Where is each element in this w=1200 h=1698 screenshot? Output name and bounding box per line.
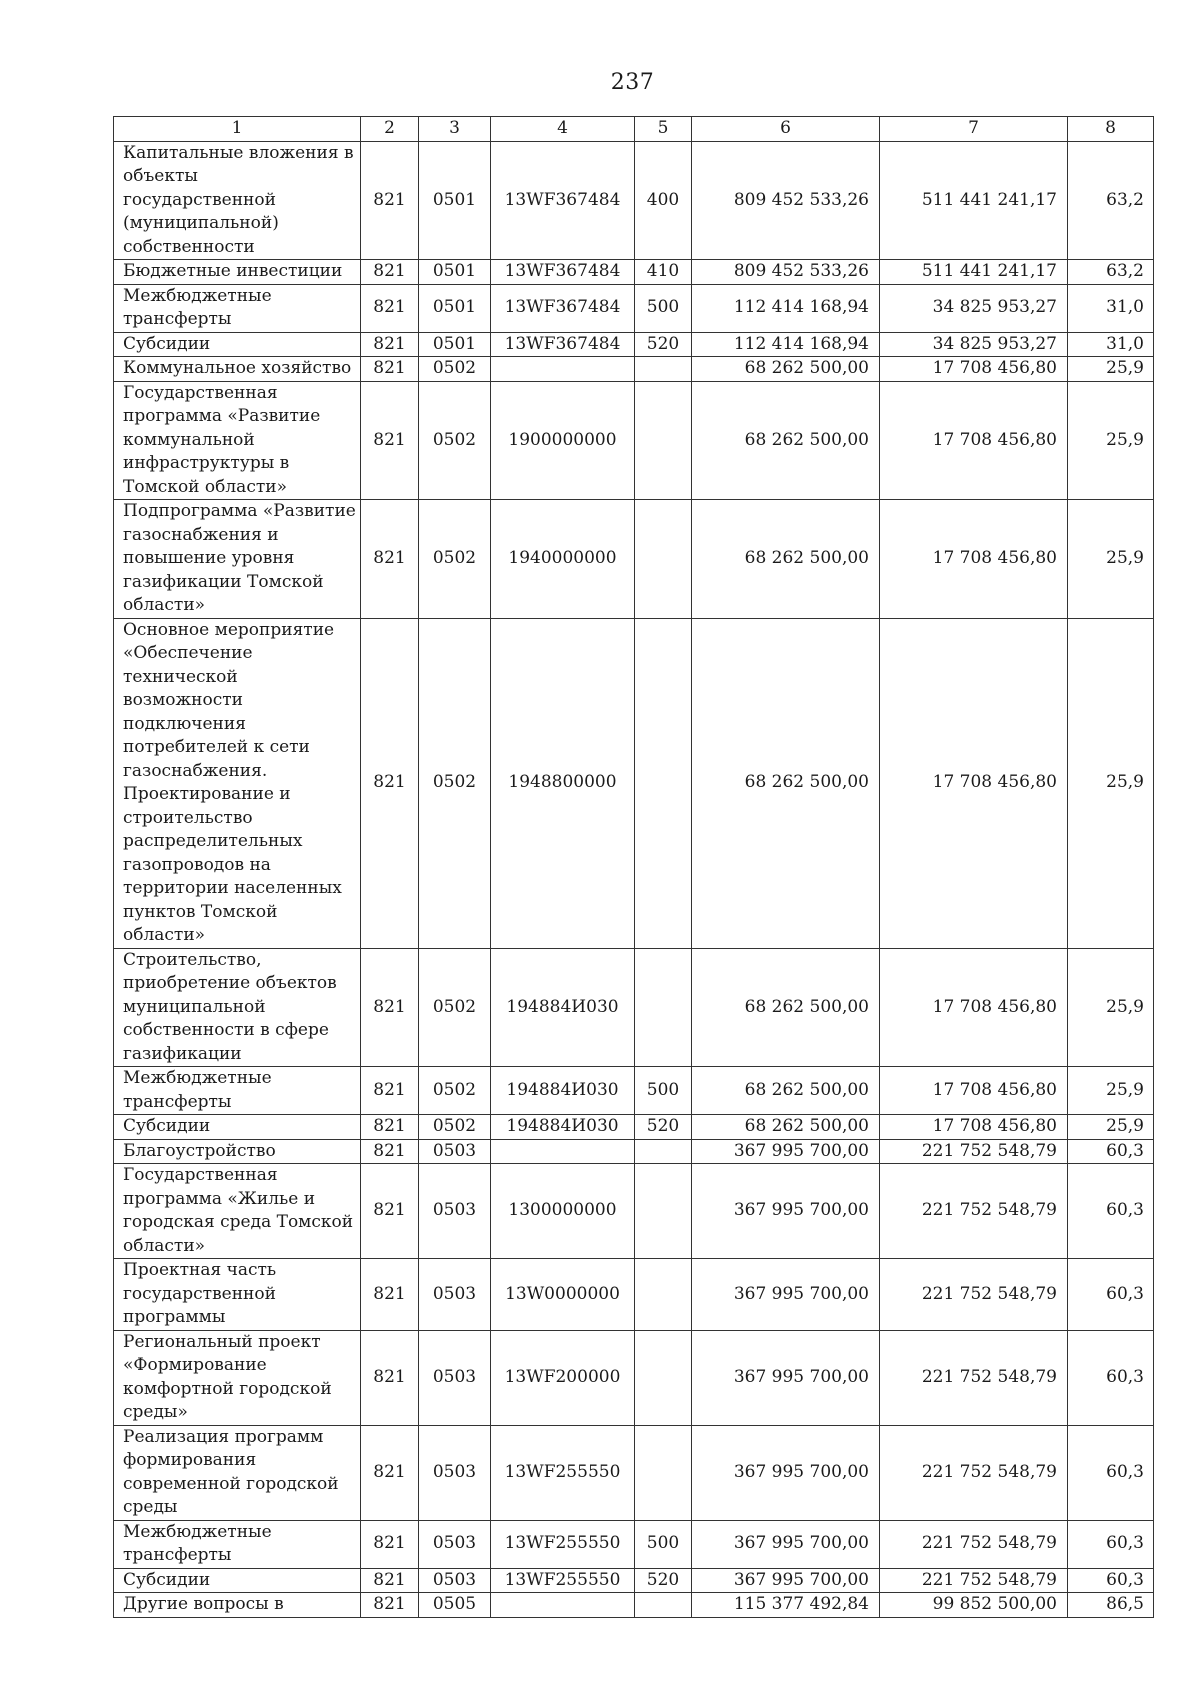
cell-col6: 68 262 500,00 <box>692 618 880 948</box>
cell-col5 <box>635 1259 692 1331</box>
cell-col6: 367 995 700,00 <box>692 1568 880 1593</box>
column-header: 1 <box>114 117 361 142</box>
cell-col5: 520 <box>635 1115 692 1140</box>
cell-col7: 99 852 500,00 <box>880 1593 1068 1618</box>
cell-col8: 60,3 <box>1068 1568 1154 1593</box>
cell-col3: 0501 <box>419 260 491 285</box>
cell-col2: 821 <box>361 332 419 357</box>
cell-col8: 60,3 <box>1068 1164 1154 1259</box>
cell-col8: 63,2 <box>1068 260 1154 285</box>
cell-col7: 34 825 953,27 <box>880 332 1068 357</box>
cell-col3: 0503 <box>419 1520 491 1568</box>
cell-col6: 112 414 168,94 <box>692 284 880 332</box>
table-row <box>114 381 1154 500</box>
cell-col4: 13WF255550 <box>491 1520 635 1568</box>
cell-col7: 511 441 241,17 <box>880 260 1068 285</box>
cell-col5: 520 <box>635 1568 692 1593</box>
cell-col5 <box>635 381 692 500</box>
cell-col5 <box>635 1164 692 1259</box>
cell-col5 <box>635 357 692 382</box>
cell-col3: 0503 <box>419 1425 491 1520</box>
cell-col8: 25,9 <box>1068 618 1154 948</box>
cell-col4: 194884И030 <box>491 948 635 1067</box>
column-header: 2 <box>361 117 419 142</box>
cell-name: Региональный проект «Формирование комфортной городской среды» <box>114 1330 361 1425</box>
cell-col3: 0502 <box>419 500 491 619</box>
cell-col6: 367 995 700,00 <box>692 1139 880 1164</box>
cell-col6: 809 452 533,26 <box>692 260 880 285</box>
cell-col2: 821 <box>361 1115 419 1140</box>
cell-col2: 821 <box>361 1330 419 1425</box>
cell-name: Субсидии <box>114 1568 361 1593</box>
cell-col2: 821 <box>361 500 419 619</box>
table-row <box>114 1164 1154 1259</box>
table-row <box>114 332 1154 357</box>
cell-col7: 17 708 456,80 <box>880 381 1068 500</box>
cell-col7: 221 752 548,79 <box>880 1139 1068 1164</box>
cell-col4 <box>491 1139 635 1164</box>
cell-col6: 367 995 700,00 <box>692 1259 880 1331</box>
cell-col5 <box>635 1330 692 1425</box>
cell-col8: 60,3 <box>1068 1139 1154 1164</box>
cell-col7: 221 752 548,79 <box>880 1425 1068 1520</box>
cell-name: Проектная часть государственной программы <box>114 1259 361 1331</box>
cell-name: Государственная программа «Развитие коммунальной инфраструктуры в Томской области» <box>114 381 361 500</box>
cell-col2: 821 <box>361 1593 419 1618</box>
cell-col3: 0503 <box>419 1139 491 1164</box>
cell-name: Подпрограмма «Развитие газоснабжения и повышение уровня газификации Томской области» <box>114 500 361 619</box>
cell-col3: 0505 <box>419 1593 491 1618</box>
cell-name: Капитальные вложения в объекты государственной (муниципальной) собственности <box>114 141 361 260</box>
cell-col7: 17 708 456,80 <box>880 948 1068 1067</box>
cell-col3: 0502 <box>419 1115 491 1140</box>
cell-col7: 221 752 548,79 <box>880 1330 1068 1425</box>
cell-col5 <box>635 1593 692 1618</box>
cell-col7: 17 708 456,80 <box>880 618 1068 948</box>
table-row <box>114 284 1154 332</box>
table-row <box>114 260 1154 285</box>
cell-col8: 60,3 <box>1068 1330 1154 1425</box>
cell-col5 <box>635 618 692 948</box>
cell-col7: 17 708 456,80 <box>880 357 1068 382</box>
table-row <box>114 1568 1154 1593</box>
cell-col4: 1300000000 <box>491 1164 635 1259</box>
cell-col6: 115 377 492,84 <box>692 1593 880 1618</box>
cell-col4: 13W0000000 <box>491 1259 635 1331</box>
page-number: 237 <box>610 70 655 95</box>
cell-col5: 500 <box>635 284 692 332</box>
cell-col5: 500 <box>635 1067 692 1115</box>
cell-col8: 60,3 <box>1068 1259 1154 1331</box>
cell-col6: 367 995 700,00 <box>692 1330 880 1425</box>
header-row <box>114 117 1154 142</box>
budget-table <box>113 116 1154 1618</box>
table-row <box>114 357 1154 382</box>
cell-col4: 13WF255550 <box>491 1568 635 1593</box>
cell-col3: 0503 <box>419 1259 491 1331</box>
cell-col6: 367 995 700,00 <box>692 1520 880 1568</box>
cell-col5 <box>635 1425 692 1520</box>
cell-name: Межбюджетные трансферты <box>114 1520 361 1568</box>
cell-name: Межбюджетные трансферты <box>114 284 361 332</box>
cell-col3: 0503 <box>419 1330 491 1425</box>
cell-col4: 194884И030 <box>491 1067 635 1115</box>
table-row <box>114 1330 1154 1425</box>
table-row <box>114 1115 1154 1140</box>
cell-col2: 821 <box>361 381 419 500</box>
cell-col4: 194884И030 <box>491 1115 635 1140</box>
cell-col4: 13WF367484 <box>491 141 635 260</box>
cell-col8: 31,0 <box>1068 332 1154 357</box>
cell-col5 <box>635 948 692 1067</box>
cell-col6: 68 262 500,00 <box>692 1067 880 1115</box>
column-header: 3 <box>419 117 491 142</box>
cell-col4: 1900000000 <box>491 381 635 500</box>
cell-col3: 0501 <box>419 332 491 357</box>
cell-col4: 13WF367484 <box>491 260 635 285</box>
cell-name: Основное мероприятие «Обеспечение технической возможности подключения потребителей к сети газоснабжения. Проектирование и строительство распределительных газопроводов на территории населенных пунктов Томской области» <box>114 618 361 948</box>
cell-col6: 367 995 700,00 <box>692 1164 880 1259</box>
table-row <box>114 948 1154 1067</box>
cell-col8: 60,3 <box>1068 1425 1154 1520</box>
cell-col4: 13WF367484 <box>491 332 635 357</box>
cell-name: Бюджетные инвестиции <box>114 260 361 285</box>
table-body <box>114 141 1154 1617</box>
table-row <box>114 1593 1154 1618</box>
cell-name: Субсидии <box>114 1115 361 1140</box>
cell-name: Субсидии <box>114 332 361 357</box>
cell-col4 <box>491 357 635 382</box>
cell-col6: 68 262 500,00 <box>692 381 880 500</box>
cell-col8: 31,0 <box>1068 284 1154 332</box>
table-row <box>114 141 1154 260</box>
cell-col7: 221 752 548,79 <box>880 1164 1068 1259</box>
cell-col8: 25,9 <box>1068 357 1154 382</box>
cell-col3: 0502 <box>419 948 491 1067</box>
cell-col3: 0501 <box>419 284 491 332</box>
cell-name: Благоустройство <box>114 1139 361 1164</box>
cell-col2: 821 <box>361 1139 419 1164</box>
cell-col4: 1948800000 <box>491 618 635 948</box>
table-row <box>114 1067 1154 1115</box>
cell-col2: 821 <box>361 948 419 1067</box>
table-row <box>114 1520 1154 1568</box>
column-header: 8 <box>1068 117 1154 142</box>
cell-name: Реализация программ формирования современной городской среды <box>114 1425 361 1520</box>
cell-col5: 520 <box>635 332 692 357</box>
cell-col4: 13WF200000 <box>491 1330 635 1425</box>
cell-name: Межбюджетные трансферты <box>114 1067 361 1115</box>
cell-col2: 821 <box>361 141 419 260</box>
cell-col7: 17 708 456,80 <box>880 1115 1068 1140</box>
cell-col6: 68 262 500,00 <box>692 500 880 619</box>
cell-col2: 821 <box>361 1164 419 1259</box>
table-row <box>114 500 1154 619</box>
cell-col4: 13WF255550 <box>491 1425 635 1520</box>
cell-col2: 821 <box>361 618 419 948</box>
cell-col7: 17 708 456,80 <box>880 500 1068 619</box>
cell-col5: 500 <box>635 1520 692 1568</box>
cell-col5 <box>635 500 692 619</box>
cell-col7: 221 752 548,79 <box>880 1520 1068 1568</box>
cell-col5: 400 <box>635 141 692 260</box>
cell-col6: 68 262 500,00 <box>692 357 880 382</box>
cell-col2: 821 <box>361 1067 419 1115</box>
cell-col4: 1940000000 <box>491 500 635 619</box>
cell-col8: 60,3 <box>1068 1520 1154 1568</box>
column-header: 7 <box>880 117 1068 142</box>
cell-col2: 821 <box>361 1568 419 1593</box>
cell-col7: 221 752 548,79 <box>880 1259 1068 1331</box>
cell-col6: 68 262 500,00 <box>692 1115 880 1140</box>
cell-name: Строительство, приобретение объектов муниципальной собственности в сфере газификации <box>114 948 361 1067</box>
cell-col3: 0503 <box>419 1568 491 1593</box>
cell-col8: 63,2 <box>1068 141 1154 260</box>
column-header: 4 <box>491 117 635 142</box>
table-row <box>114 1259 1154 1331</box>
cell-col7: 34 825 953,27 <box>880 284 1068 332</box>
cell-col3: 0501 <box>419 141 491 260</box>
cell-col6: 809 452 533,26 <box>692 141 880 260</box>
cell-col8: 25,9 <box>1068 500 1154 619</box>
cell-col7: 17 708 456,80 <box>880 1067 1068 1115</box>
cell-col2: 821 <box>361 1520 419 1568</box>
cell-col8: 25,9 <box>1068 948 1154 1067</box>
cell-col3: 0502 <box>419 1067 491 1115</box>
cell-col7: 511 441 241,17 <box>880 141 1068 260</box>
cell-col4: 13WF367484 <box>491 284 635 332</box>
column-header: 5 <box>635 117 692 142</box>
cell-col8: 25,9 <box>1068 1067 1154 1115</box>
cell-col2: 821 <box>361 1425 419 1520</box>
cell-col3: 0502 <box>419 357 491 382</box>
cell-col2: 821 <box>361 284 419 332</box>
cell-col4 <box>491 1593 635 1618</box>
cell-col6: 112 414 168,94 <box>692 332 880 357</box>
cell-name: Государственная программа «Жилье и городская среда Томской области» <box>114 1164 361 1259</box>
cell-col5 <box>635 1139 692 1164</box>
cell-col2: 821 <box>361 1259 419 1331</box>
cell-col2: 821 <box>361 357 419 382</box>
table-row <box>114 1425 1154 1520</box>
cell-col7: 221 752 548,79 <box>880 1568 1068 1593</box>
cell-col2: 821 <box>361 260 419 285</box>
cell-col6: 68 262 500,00 <box>692 948 880 1067</box>
cell-name: Другие вопросы в <box>114 1593 361 1618</box>
cell-col8: 86,5 <box>1068 1593 1154 1618</box>
cell-col8: 25,9 <box>1068 1115 1154 1140</box>
cell-col6: 367 995 700,00 <box>692 1425 880 1520</box>
table-row <box>114 1139 1154 1164</box>
cell-col3: 0502 <box>419 618 491 948</box>
cell-col3: 0503 <box>419 1164 491 1259</box>
table-row <box>114 618 1154 948</box>
cell-col8: 25,9 <box>1068 381 1154 500</box>
cell-col5: 410 <box>635 260 692 285</box>
column-header: 6 <box>692 117 880 142</box>
cell-col3: 0502 <box>419 381 491 500</box>
cell-name: Коммунальное хозяйство <box>114 357 361 382</box>
